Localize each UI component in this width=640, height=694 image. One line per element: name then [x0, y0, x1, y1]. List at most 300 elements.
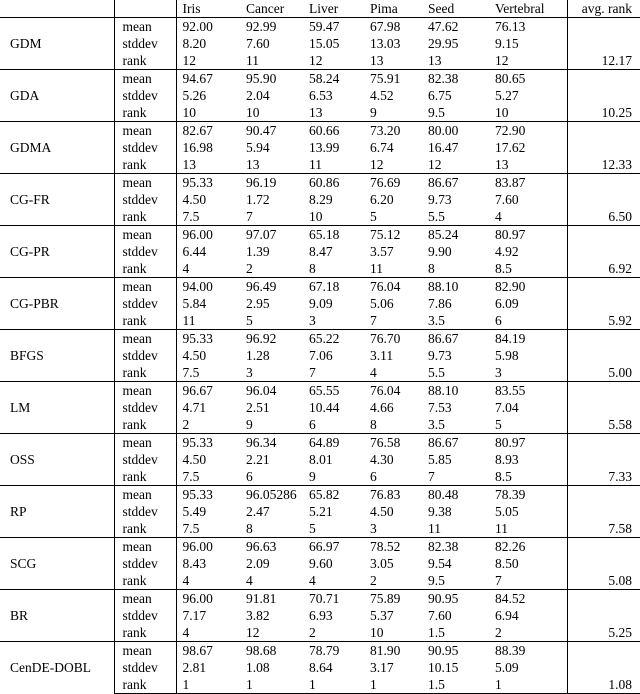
avg-rank-empty: [567, 347, 640, 364]
avg-rank-empty: [567, 35, 640, 52]
cell-vertebral-rank: 11: [489, 520, 567, 538]
method-name: GDA: [0, 70, 114, 122]
cell-liver-rank: 11: [309, 157, 322, 172]
cell-cancer-mean: 95.90: [240, 70, 303, 88]
method-name: BFGS: [0, 330, 114, 382]
table-row: [0, 330, 640, 348]
stat-label-stddev: stddev: [114, 243, 176, 260]
cell-pima-mean: 67.98: [364, 18, 422, 36]
cell-cancer-rank: 8: [246, 521, 253, 536]
cell-vertebral-mean: 76.13: [489, 18, 567, 36]
cell-seed-mean: 82.38: [422, 70, 489, 88]
cell-pima-mean: 76.04: [364, 382, 422, 400]
cell-cancer-stddev: 5.94: [246, 140, 270, 155]
cell-vertebral-stddev: 7.60: [489, 191, 567, 208]
cell-seed-rank: 9.5: [428, 105, 445, 120]
cell-pima-rank: 4: [370, 365, 377, 380]
method-name: SCG: [0, 538, 114, 590]
cell-cancer-rank: 10: [246, 105, 260, 120]
cell-iris-stddev: 5.26: [182, 88, 207, 103]
cell-seed-mean: 47.62: [422, 18, 489, 36]
cell-pima-rank: 7: [370, 313, 377, 328]
cell-seed-rank: 13: [428, 53, 442, 68]
cell-pima-stddev: 4.52: [370, 88, 394, 103]
cell-liver-rank: 3: [309, 313, 316, 328]
cell-seed-stddev: 7.60: [428, 608, 452, 623]
stat-label-rank: rank: [114, 572, 176, 590]
stat-label-rank: rank: [114, 312, 176, 330]
stat-label-rank: rank: [114, 208, 176, 226]
header-stat-corner: [114, 0, 176, 18]
cell-pima-stddev: 5.37: [370, 608, 394, 623]
cell-liver-rank: 7: [309, 365, 316, 380]
cell-liver-rank: 4: [309, 573, 316, 588]
cell-vertebral-rank: 12: [489, 52, 567, 70]
avg-rank-empty: [567, 174, 640, 192]
cell-pima-stddev: 3.17: [370, 660, 394, 675]
cell-pima-mean: 76.58: [364, 434, 422, 452]
cell-vertebral-rank: 2: [489, 624, 567, 642]
cell-cancer-stddev: 7.60: [246, 36, 270, 51]
cell-pima-stddev: 5.06: [370, 296, 394, 311]
cell-pima-mean: 76.69: [364, 174, 422, 192]
stat-label-rank: rank: [114, 156, 176, 174]
cell-seed-mean: 88.10: [422, 382, 489, 400]
stat-label-mean: mean: [114, 122, 176, 140]
table-row: [0, 590, 640, 608]
cell-pima-stddev: 13.03: [370, 36, 401, 51]
cell-iris-mean: 98.67: [176, 642, 240, 660]
cell-seed-stddev: 9.54: [428, 556, 452, 571]
cell-vertebral-mean: 80.97: [489, 226, 567, 244]
avg-rank-empty: [567, 607, 640, 624]
avg-rank-value: 6.92: [608, 261, 632, 276]
cell-seed-rank: 7: [428, 469, 435, 484]
avg-rank-empty: [567, 295, 640, 312]
avg-rank-value: 5.25: [608, 625, 632, 640]
cell-iris-mean: 96.00: [176, 590, 240, 608]
cell-pima-rank: 10: [370, 625, 384, 640]
cell-vertebral-stddev: 8.93: [489, 451, 567, 468]
avg-rank-value: 12.33: [601, 157, 632, 172]
header-corner: [0, 0, 114, 18]
cell-vertebral-mean: 80.65: [489, 70, 567, 88]
cell-vertebral-mean: 78.39: [489, 486, 567, 504]
cell-iris-stddev: 8.20: [182, 36, 207, 51]
cell-liver-mean: 64.89: [303, 434, 364, 452]
cell-vertebral-mean: 84.19: [489, 330, 567, 348]
cell-cancer-mean: 96.63: [240, 538, 303, 556]
cell-cancer-stddev: 1.28: [246, 348, 270, 363]
cell-cancer-mean: 90.47: [240, 122, 303, 140]
cell-seed-mean: 90.95: [422, 590, 489, 608]
cell-cancer-stddev: 2.51: [246, 400, 270, 415]
cell-pima-rank: 13: [370, 53, 384, 68]
avg-rank-value: 7.58: [608, 521, 632, 536]
cell-cancer-rank: 5: [246, 313, 253, 328]
cell-seed-rank: 11: [428, 521, 441, 536]
cell-liver-rank: 2: [309, 625, 316, 640]
cell-cancer-stddev: 1.72: [246, 192, 270, 207]
cell-seed-mean: 82.38: [422, 538, 489, 556]
cell-pima-stddev: 6.20: [370, 192, 394, 207]
cell-seed-rank: 3.5: [428, 313, 445, 328]
stat-label-mean: mean: [114, 330, 176, 348]
cell-iris-stddev: 4.50: [182, 452, 207, 467]
cell-iris-mean: 95.33: [176, 434, 240, 452]
avg-rank-value: 1.08: [567, 676, 640, 694]
method-name: CG-FR: [0, 174, 114, 226]
cell-pima-rank: 5: [370, 209, 377, 224]
cell-liver-mean: 78.79: [303, 642, 364, 660]
method-name: GDM: [0, 18, 114, 70]
cell-iris-mean: 96.00: [176, 226, 240, 244]
cell-cancer-rank: 11: [246, 53, 259, 68]
cell-iris-stddev: 5.84: [182, 296, 207, 311]
avg-rank-empty: [567, 122, 640, 140]
cell-iris-stddev: 5.49: [182, 504, 207, 519]
cell-pima-rank: 12: [370, 157, 384, 172]
cell-liver-mean: 59.47: [303, 18, 364, 36]
cell-iris-stddev: 8.43: [182, 556, 207, 571]
cell-seed-rank: 5.5: [428, 365, 445, 380]
cell-vertebral-stddev: 4.92: [489, 243, 567, 260]
cell-vertebral-rank: 13: [489, 156, 567, 174]
table-row: [0, 538, 640, 556]
stat-label-rank: rank: [114, 416, 176, 434]
cell-vertebral-rank: 1: [489, 676, 567, 694]
cell-iris-rank: 7.5: [182, 209, 200, 224]
method-name: OSS: [0, 434, 114, 486]
cell-seed-mean: 85.24: [422, 226, 489, 244]
cell-cancer-rank: 13: [246, 157, 260, 172]
cell-pima-mean: 75.91: [364, 70, 422, 88]
cell-seed-stddev: 9.90: [428, 244, 452, 259]
stat-label-stddev: stddev: [114, 139, 176, 156]
cell-cancer-rank: 7: [246, 209, 253, 224]
avg-rank-empty: [567, 486, 640, 504]
cell-liver-mean: 66.97: [303, 538, 364, 556]
cell-iris-rank: 13: [182, 157, 196, 172]
table-row: [0, 486, 640, 504]
cell-liver-rank: 12: [309, 53, 323, 68]
cell-iris-mean: 82.67: [176, 122, 240, 140]
cell-seed-rank: 5.5: [428, 209, 445, 224]
avg-rank-empty: [567, 434, 640, 452]
avg-rank-empty: [567, 70, 640, 88]
cell-liver-rank: 13: [309, 105, 323, 120]
cell-pima-mean: 81.90: [364, 642, 422, 660]
cell-pima-rank: 8: [370, 417, 377, 432]
cell-vertebral-mean: 88.39: [489, 642, 567, 660]
cell-liver-rank: 1: [303, 676, 364, 694]
col-header-iris: Iris: [182, 1, 201, 16]
cell-vertebral-mean: 72.90: [489, 122, 567, 140]
cell-vertebral-rank: 4: [489, 208, 567, 226]
cell-pima-mean: 78.52: [364, 538, 422, 556]
avg-rank-empty: [567, 555, 640, 572]
cell-liver-stddev: 15.05: [309, 36, 340, 51]
stat-label-mean: mean: [114, 486, 176, 504]
stat-label-mean: mean: [114, 642, 176, 660]
cell-iris-mean: 95.33: [176, 330, 240, 348]
cell-pima-mean: 76.83: [364, 486, 422, 504]
cell-liver-stddev: 13.99: [309, 140, 340, 155]
cell-seed-stddev: 9.73: [428, 348, 452, 363]
cell-cancer-mean: 91.81: [240, 590, 303, 608]
cell-vertebral-stddev: 17.62: [489, 139, 567, 156]
avg-rank-empty: [567, 538, 640, 556]
cell-iris-rank: 10: [182, 105, 196, 120]
cell-cancer-stddev: 2.95: [246, 296, 270, 311]
cell-seed-stddev: 10.15: [428, 660, 459, 675]
cell-iris-rank: 12: [182, 53, 196, 68]
cell-iris-rank: 7.5: [182, 521, 200, 536]
cell-pima-mean: 76.04: [364, 278, 422, 296]
table-body: [0, 18, 640, 694]
cell-seed-stddev: 9.38: [428, 504, 452, 519]
table-row: [0, 122, 640, 140]
avg-rank-value: 10.25: [601, 105, 632, 120]
cell-pima-mean: 75.12: [364, 226, 422, 244]
cell-seed-mean: 80.00: [422, 122, 489, 140]
cell-vertebral-stddev: 5.27: [489, 87, 567, 104]
avg-rank-empty: [567, 399, 640, 416]
cell-iris-stddev: 16.98: [182, 140, 213, 155]
cell-liver-rank: 6: [309, 417, 316, 432]
cell-cancer-mean: 96.05286: [240, 486, 303, 504]
cell-liver-stddev: 8.29: [309, 192, 333, 207]
cell-vertebral-mean: 80.97: [489, 434, 567, 452]
avg-rank-value: 7.33: [608, 469, 632, 484]
cell-vertebral-rank: 6: [489, 312, 567, 330]
cell-liver-stddev: 10.44: [309, 400, 340, 415]
cell-iris-stddev: 6.44: [182, 244, 207, 259]
cell-liver-rank: 8: [309, 261, 316, 276]
cell-seed-stddev: 5.85: [428, 452, 452, 467]
avg-rank-empty: [567, 590, 640, 608]
method-name: BR: [0, 590, 114, 642]
cell-seed-mean: 86.67: [422, 434, 489, 452]
table-row: [0, 278, 640, 296]
cell-iris-stddev: 7.17: [182, 608, 207, 623]
cell-pima-stddev: 4.30: [370, 452, 394, 467]
cell-vertebral-mean: 82.90: [489, 278, 567, 296]
cell-cancer-stddev: 1.08: [246, 660, 270, 675]
cell-seed-stddev: 16.47: [428, 140, 459, 155]
cell-cancer-stddev: 2.47: [246, 504, 270, 519]
cell-iris-rank: 1: [176, 676, 240, 694]
cell-pima-rank: 3: [370, 521, 377, 536]
stat-label-stddev: stddev: [114, 555, 176, 572]
cell-pima-stddev: 6.74: [370, 140, 394, 155]
cell-seed-stddev: 9.73: [428, 192, 452, 207]
method-name: CenDE-DOBL: [0, 642, 114, 694]
cell-seed-stddev: 7.53: [428, 400, 452, 415]
stat-label-rank: rank: [114, 676, 176, 694]
col-header-pima: Pima: [370, 1, 398, 16]
stat-label-rank: rank: [114, 260, 176, 278]
stat-label-mean: mean: [114, 590, 176, 608]
cell-seed-rank: 8: [428, 261, 435, 276]
table-row: [0, 434, 640, 452]
cell-liver-stddev: 6.53: [309, 88, 333, 103]
cell-iris-stddev: 4.50: [182, 192, 207, 207]
stat-label-rank: rank: [114, 104, 176, 122]
cell-iris-rank: 7.5: [182, 365, 200, 380]
cell-seed-stddev: 29.95: [428, 36, 459, 51]
avg-rank-empty: [567, 451, 640, 468]
cell-iris-rank: 7.5: [182, 469, 200, 484]
cell-seed-mean: 80.48: [422, 486, 489, 504]
avg-rank-value: 5.92: [608, 313, 632, 328]
col-header-liver: Liver: [309, 1, 339, 16]
cell-liver-stddev: 8.01: [309, 452, 333, 467]
stat-label-mean: mean: [114, 382, 176, 400]
cell-pima-rank: 11: [370, 261, 383, 276]
avg-rank-value: 5.58: [608, 417, 632, 432]
method-name: CG-PR: [0, 226, 114, 278]
cell-cancer-stddev: 1.39: [246, 244, 270, 259]
method-name: CG-PBR: [0, 278, 114, 330]
cell-iris-stddev: 2.81: [182, 660, 207, 675]
avg-rank-value: 6.50: [608, 209, 632, 224]
cell-vertebral-stddev: 5.98: [489, 347, 567, 364]
cell-cancer-stddev: 3.82: [246, 608, 270, 623]
cell-cancer-mean: 96.49: [240, 278, 303, 296]
cell-pima-rank: 6: [370, 469, 377, 484]
method-name: RP: [0, 486, 114, 538]
cell-liver-mean: 65.55: [303, 382, 364, 400]
cell-vertebral-rank: 8.5: [489, 468, 567, 486]
cell-cancer-rank: 6: [246, 469, 253, 484]
avg-rank-empty: [567, 139, 640, 156]
cell-iris-rank: 2: [182, 417, 190, 432]
cell-iris-mean: 92.00: [176, 18, 240, 36]
cell-cancer-mean: 97.07: [240, 226, 303, 244]
cell-vertebral-mean: 83.55: [489, 382, 567, 400]
cell-seed-mean: 86.67: [422, 174, 489, 192]
col-header-vertebral: Vertebral: [489, 0, 567, 18]
cell-cancer-rank: 9: [246, 417, 253, 432]
cell-seed-mean: 90.95: [422, 642, 489, 660]
avg-rank-empty: [567, 243, 640, 260]
stat-label-stddev: stddev: [114, 87, 176, 104]
cell-seed-stddev: 7.86: [428, 296, 452, 311]
cell-iris-rank: 4: [182, 625, 190, 640]
cell-iris-stddev: 4.71: [182, 400, 207, 415]
avg-rank-empty: [567, 659, 640, 676]
cell-seed-mean: 88.10: [422, 278, 489, 296]
avg-rank-empty: [567, 503, 640, 520]
col-header-avg-rank: avg. rank: [581, 1, 632, 16]
cell-liver-stddev: 5.21: [309, 504, 333, 519]
cell-liver-stddev: 6.93: [309, 608, 333, 623]
cell-liver-mean: 65.82: [303, 486, 364, 504]
cell-vertebral-rank: 8.5: [489, 260, 567, 278]
cell-pima-rank: 9: [370, 105, 377, 120]
stat-label-stddev: stddev: [114, 451, 176, 468]
stat-label-mean: mean: [114, 174, 176, 192]
cell-cancer-mean: 96.19: [240, 174, 303, 192]
header-row: [0, 0, 640, 18]
stat-label-rank: rank: [114, 364, 176, 382]
stat-label-mean: mean: [114, 70, 176, 88]
cell-iris-mean: 96.00: [176, 538, 240, 556]
stat-label-stddev: stddev: [114, 35, 176, 52]
cell-vertebral-mean: 82.26: [489, 538, 567, 556]
cell-pima-rank: 2: [370, 573, 377, 588]
stat-label-stddev: stddev: [114, 659, 176, 676]
method-name: LM: [0, 382, 114, 434]
avg-rank-value: 5.08: [608, 573, 632, 588]
cell-vertebral-stddev: 7.04: [489, 399, 567, 416]
cell-liver-stddev: 8.47: [309, 244, 333, 259]
cell-cancer-stddev: 2.09: [246, 556, 270, 571]
cell-liver-mean: 60.86: [303, 174, 364, 192]
cell-liver-rank: 5: [309, 521, 316, 536]
cell-pima-mean: 73.20: [364, 122, 422, 140]
cell-seed-rank: 1.5: [428, 625, 445, 640]
stat-label-mean: mean: [114, 434, 176, 452]
stat-label-mean: mean: [114, 18, 176, 36]
cell-liver-mean: 70.71: [303, 590, 364, 608]
cell-liver-mean: 58.24: [303, 70, 364, 88]
cell-liver-stddev: 9.09: [309, 296, 333, 311]
cell-liver-stddev: 9.60: [309, 556, 333, 571]
cell-cancer-rank: 2: [246, 261, 253, 276]
stat-label-mean: mean: [114, 278, 176, 296]
cell-iris-rank: 11: [182, 313, 196, 328]
cell-iris-stddev: 4.50: [182, 348, 207, 363]
cell-cancer-rank: 3: [246, 365, 253, 380]
cell-iris-mean: 96.67: [176, 382, 240, 400]
stat-label-stddev: stddev: [114, 295, 176, 312]
stat-label-stddev: stddev: [114, 503, 176, 520]
cell-pima-stddev: 4.50: [370, 504, 394, 519]
cell-vertebral-stddev: 6.09: [489, 295, 567, 312]
method-name: GDMA: [0, 122, 114, 174]
cell-cancer-mean: 96.92: [240, 330, 303, 348]
cell-pima-stddev: 3.05: [370, 556, 394, 571]
avg-rank-empty: [567, 642, 640, 660]
cell-vertebral-rank: 10: [489, 104, 567, 122]
cell-iris-rank: 4: [182, 261, 190, 276]
table-row: [0, 382, 640, 400]
cell-cancer-rank: 12: [246, 625, 260, 640]
cell-vertebral-stddev: 6.94: [489, 607, 567, 624]
table-row: [0, 642, 640, 660]
cell-liver-mean: 67.18: [303, 278, 364, 296]
avg-rank-empty: [567, 191, 640, 208]
stat-label-mean: mean: [114, 538, 176, 556]
stat-label-rank: rank: [114, 468, 176, 486]
stat-label-stddev: stddev: [114, 399, 176, 416]
cell-vertebral-rank: 3: [489, 364, 567, 382]
cell-liver-mean: 65.22: [303, 330, 364, 348]
cell-vertebral-rank: 7: [489, 572, 567, 590]
cell-liver-mean: 60.66: [303, 122, 364, 140]
cell-liver-stddev: 8.64: [309, 660, 333, 675]
table-row: [0, 70, 640, 88]
cell-seed-mean: 86.67: [422, 330, 489, 348]
cell-iris-rank: 4: [182, 573, 190, 588]
table-row: [0, 18, 640, 36]
stat-label-rank: rank: [114, 52, 176, 70]
avg-rank-empty: [567, 87, 640, 104]
cell-cancer-mean: 96.04: [240, 382, 303, 400]
cell-seed-rank: 12: [428, 157, 442, 172]
